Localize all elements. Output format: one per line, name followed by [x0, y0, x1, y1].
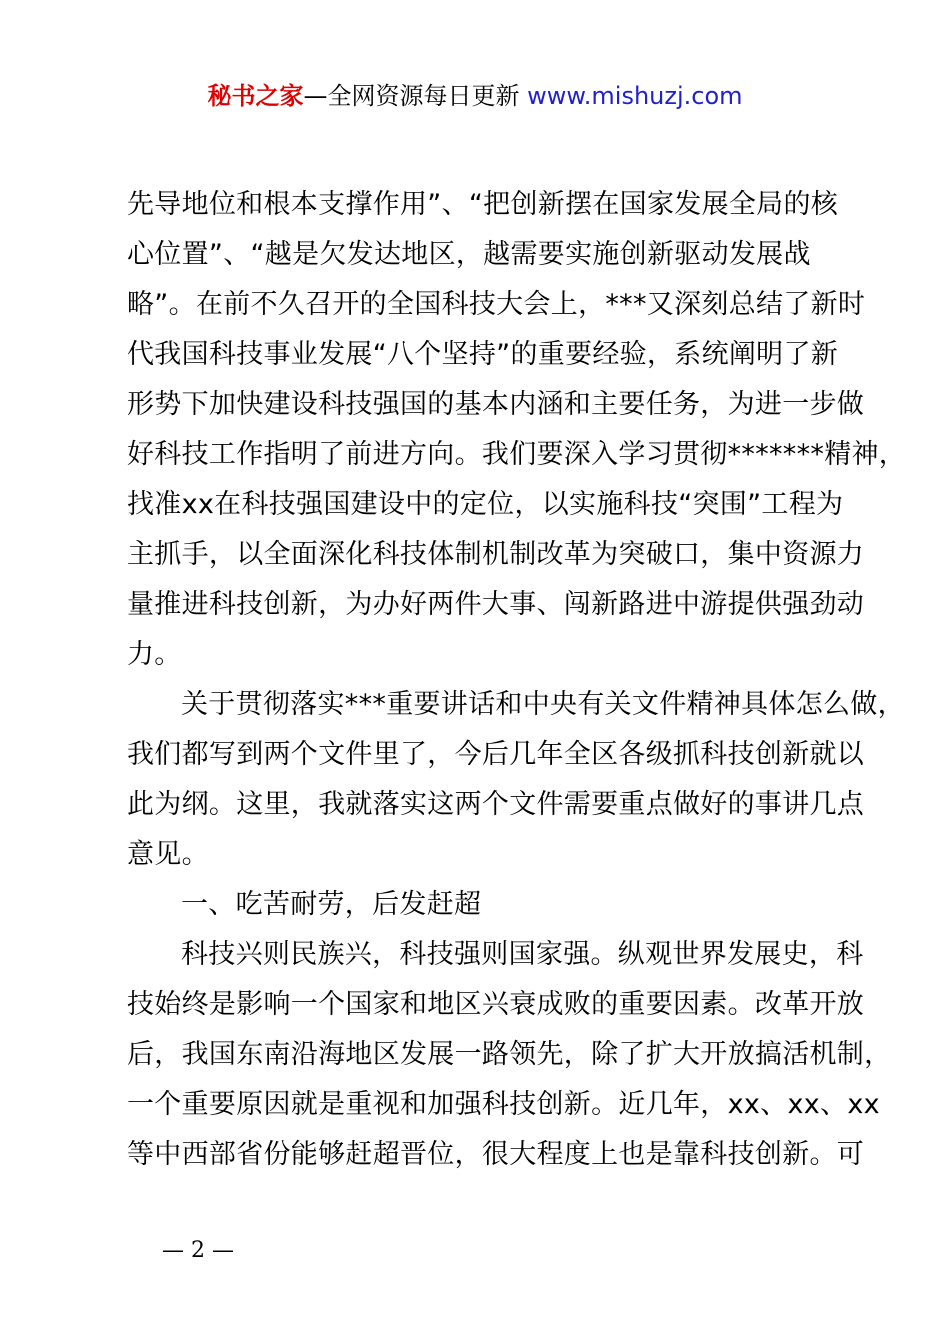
paragraph-start-line: 科技兴则民族兴，科技强则国家强。纵观世界发展史，科: [181, 939, 864, 970]
text-line: 找准xx在科技强国建设中的定位，以实施科技“突围”工程为: [127, 489, 844, 520]
site-url-link[interactable]: www.mishuzj.com: [527, 82, 743, 110]
text-line: 此为纲。这里，我就落实这两个文件需要重点做好的事讲几点: [127, 789, 865, 820]
text-line: 略”。在前不久召开的全国科技大会上，***又深刻总结了新时: [127, 289, 866, 320]
paragraph-start-line: 关于贯彻落实***重要讲话和中央有关文件精神具体怎么做，: [181, 689, 905, 720]
page-number: — 2 —: [162, 1238, 234, 1263]
text-line: 我们都写到两个文件里了，今后几年全区各级抓科技创新就以: [127, 739, 865, 770]
site-header: [0, 80, 950, 112]
text-line: 意见。: [127, 839, 209, 870]
text-line: 技始终是影响一个国家和地区兴衰成败的重要因素。改革开放: [127, 989, 865, 1020]
text-line: 等中西部省份能够赶超晋位，很大程度上也是靠科技创新。可: [127, 1139, 865, 1170]
text-line: 主抓手，以全面深化科技体制机制改革为突破口，集中资源力: [127, 539, 865, 570]
document-body: [127, 180, 907, 1180]
text-line: 形势下加快建设科技强国的基本内涵和主要任务，为进一步做: [127, 389, 865, 420]
text-line: 代我国科技事业发展“八个坚持”的重要经验，系统阐明了新: [127, 339, 839, 370]
text-line: 力。: [127, 639, 182, 670]
text-line: 后，我国东南沿海地区发展一路领先，除了扩大开放搞活机制，: [127, 1039, 892, 1070]
text-line: 先导地位和根本支撑作用”、“把创新摆在国家发展全局的核: [127, 189, 839, 220]
text-line: 好科技工作指明了前进方向。我们要深入学习贯彻*******精神，: [127, 439, 907, 470]
text-line: 心位置”、“越是欠发达地区，越需要实施创新驱动发展战: [127, 239, 811, 270]
section-heading: 一、吃苦耐劳，后发赶超: [181, 889, 482, 920]
text-line: 一个重要原因就是重视和加强科技创新。近几年，xx、xx、xx: [127, 1089, 880, 1120]
brand-name: 秘书之家: [207, 82, 304, 110]
text-line: 量推进科技创新，为办好两件大事、闯新路进中游提供强劲动: [127, 589, 865, 620]
header-tagline: —全网资源每日更新: [303, 82, 528, 110]
